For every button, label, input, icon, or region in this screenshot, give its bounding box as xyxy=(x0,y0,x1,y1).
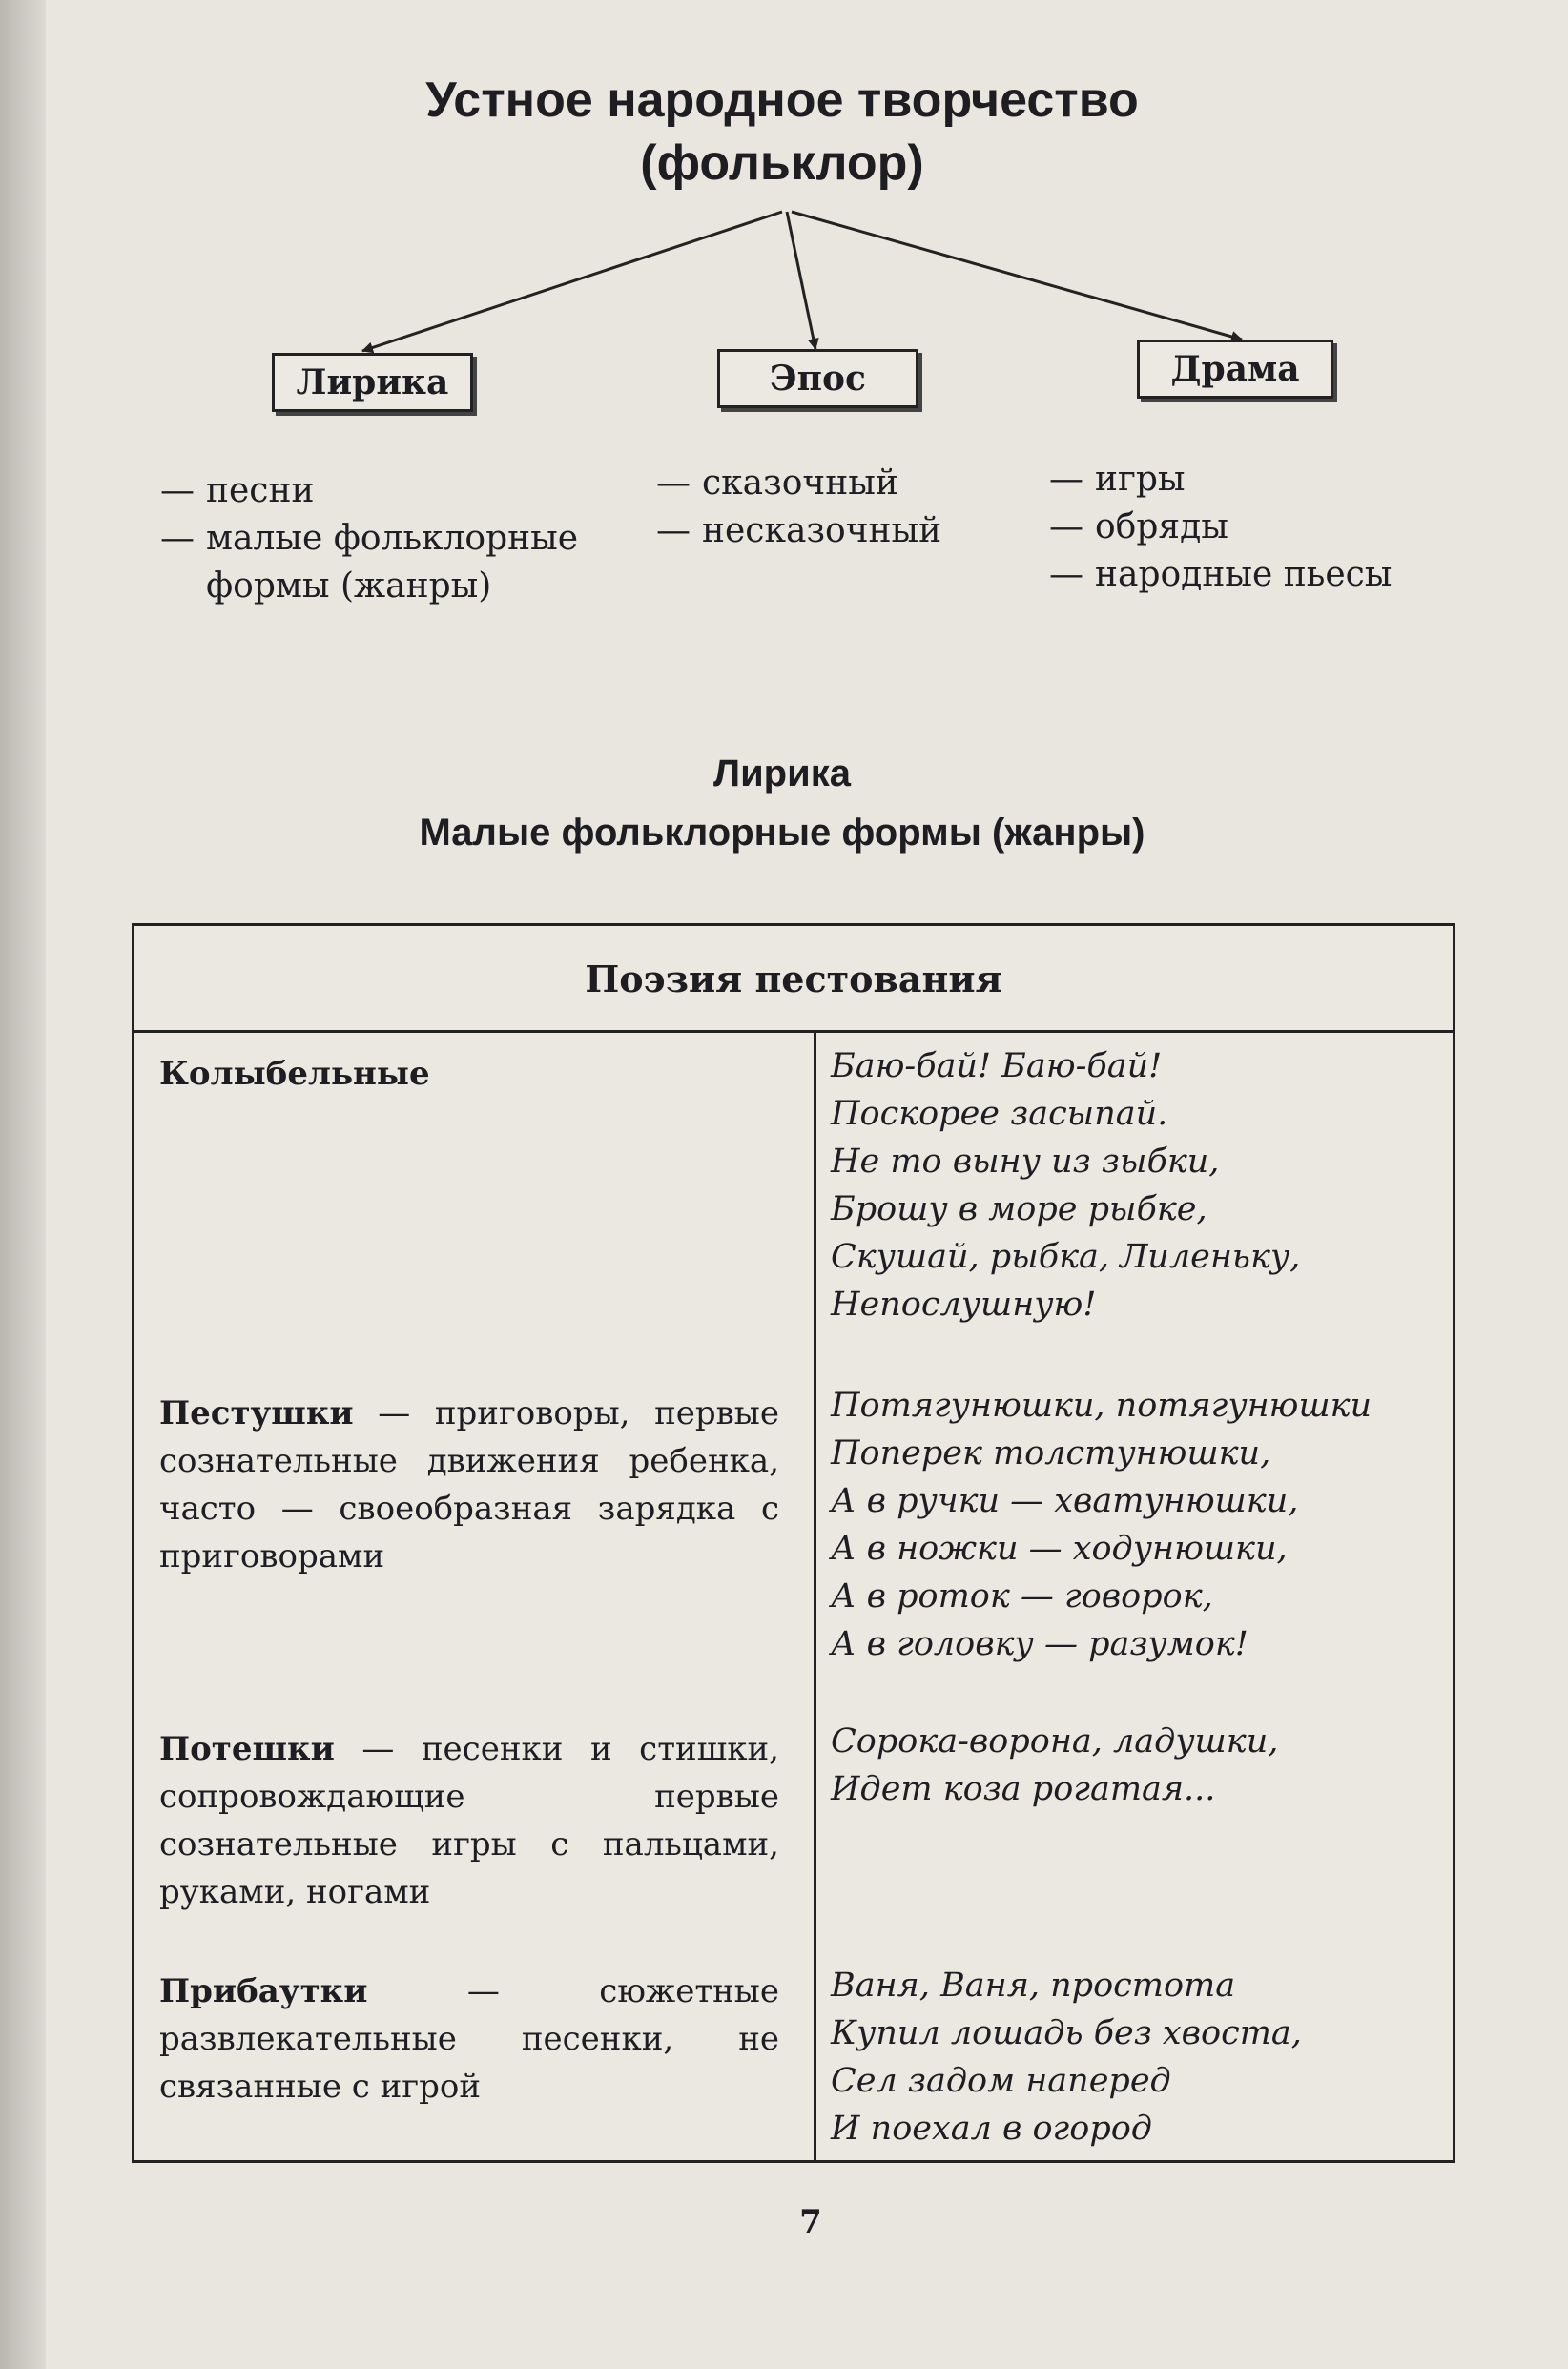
drama-list xyxy=(1049,456,1469,599)
genres-table xyxy=(132,923,1455,2163)
genre-box-epic: Эпос xyxy=(717,349,918,408)
genre-box-lyric: Лирика xyxy=(272,353,473,412)
table-row-pribautki-example: Ваня, Ваня, простота Купил лошадь без хвоста, Сел задом наперед И поехал в огород xyxy=(831,1967,1302,2148)
table-row-poteshki-example: Сорока-ворона, ладушки, Идет коза рогатая... xyxy=(831,1722,1279,1808)
arrow-to-drama xyxy=(792,212,1242,340)
lyric-list xyxy=(160,467,647,610)
column-divider xyxy=(814,1033,816,2163)
genre-term: Пестушки xyxy=(159,1394,354,1432)
lyric-item: — малые фольклорные формы (жанры) xyxy=(160,515,647,610)
section-heading-line1: Лирика xyxy=(713,752,851,794)
drama-item: — игры xyxy=(1049,456,1469,504)
table-row-pribautki-description xyxy=(159,1967,779,2111)
page-number: 7 xyxy=(799,2203,822,2241)
drama-item: — народные пьесы xyxy=(1049,551,1469,599)
page-title-line2: (фольклор) xyxy=(640,135,924,191)
epic-list xyxy=(656,460,1019,555)
table-row-lullabies-description xyxy=(159,1050,779,1098)
table-row-pestushki-description xyxy=(159,1390,779,1580)
genre-definition: — приговоры, первые сознательные движения ребенка, часто — своеобразная зарядка с приговорами xyxy=(159,1394,779,1576)
genre-definition: — песенки и стишки, сопровождающие первые сознательные игры с пальцами, руками, ногами xyxy=(159,1730,779,1911)
table-row-poteshki-description xyxy=(159,1725,779,1916)
genre-term: Прибаутки xyxy=(159,1972,368,2010)
arrow-to-epic xyxy=(787,212,815,349)
genre-definition: — сюжетные развлекательные песенки, не связанные с игрой xyxy=(159,1972,779,2106)
genre-term: Потешки xyxy=(159,1730,335,1768)
lyric-item: — песни xyxy=(160,467,647,515)
epic-item: — сказочный xyxy=(656,460,1019,507)
genre-term: Колыбельные xyxy=(159,1055,430,1093)
arrow-to-lyric xyxy=(362,212,782,351)
drama-item: — обряды xyxy=(1049,504,1469,551)
table-row-lullabies-example: Баю-бай! Баю-бай! Поскорее засыпай. Не то выну из зыбки, Брошу в море рыбке, Скушай, рыбка, Лиленьку, Непослушную! xyxy=(831,1047,1301,1324)
section-heading xyxy=(286,744,1278,862)
page-title-line1: Устное народное творчество xyxy=(425,72,1139,128)
genre-box-drama: Драма xyxy=(1137,340,1333,399)
table-header: Поэзия пестования xyxy=(134,926,1453,1033)
section-heading-line2: Малые фольклорные формы (жанры) xyxy=(419,812,1145,854)
table-row-pestushki-example: Потягунюшки, потягунюшки Поперек толстунюшки, А в ручки — хватунюшки, А в ножки — ходунюшки, А в роток — говорок, А в головку — разумок! xyxy=(831,1387,1372,1663)
epic-item: — несказочный xyxy=(656,507,1019,555)
